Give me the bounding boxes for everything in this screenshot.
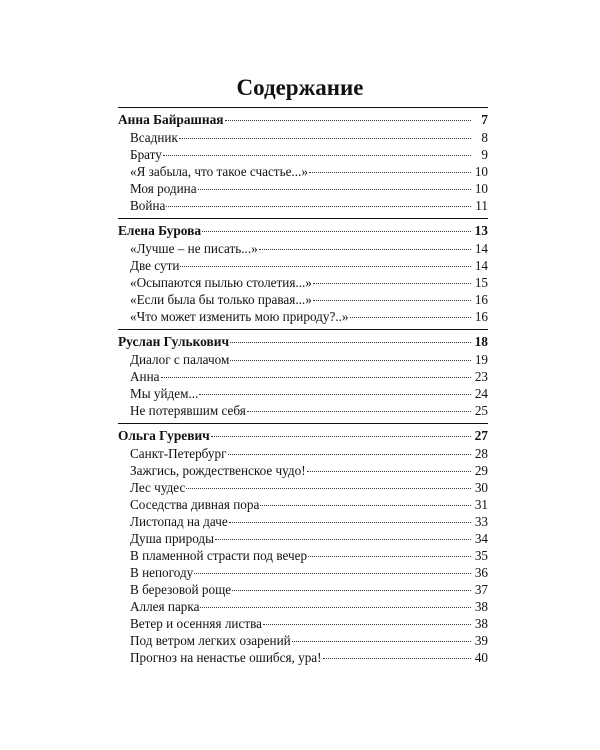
toc-entry-row-page-number: 35 — [474, 548, 488, 563]
toc-entry-row-title: Моя родина — [130, 181, 197, 196]
toc-entry-row-page-number: 16 — [474, 292, 488, 307]
toc-entry-row[interactable] — [118, 479, 488, 496]
table-of-contents — [118, 107, 488, 670]
toc-entry-row-title: Санкт-Петербург — [130, 446, 227, 461]
toc-section — [118, 423, 488, 670]
toc-author-row[interactable] — [118, 427, 488, 445]
toc-author-row-page-number: 13 — [474, 223, 488, 238]
toc-entry-row[interactable] — [118, 615, 488, 632]
toc-entry-row[interactable] — [118, 180, 488, 197]
dot-leader — [263, 624, 471, 625]
toc-entry-row-title: Прогноз на ненастье ошибся, ура! — [130, 650, 322, 665]
toc-author-row-title: Елена Бурова — [118, 223, 202, 238]
toc-entry-row[interactable] — [118, 513, 488, 530]
toc-entry-row-page-number: 23 — [474, 369, 488, 384]
toc-entry-row-title: Брату — [130, 147, 162, 162]
toc-author-row[interactable] — [118, 222, 488, 240]
dot-leader — [307, 471, 471, 472]
toc-author-row-page-number: 27 — [474, 428, 488, 443]
dot-leader — [229, 522, 471, 523]
dot-leader — [215, 539, 471, 540]
toc-author-row[interactable] — [118, 111, 488, 129]
toc-author-row-title: Ольга Гуревич — [118, 428, 210, 443]
toc-entry-row-page-number: 38 — [474, 599, 488, 614]
toc-entry-row-page-number: 31 — [474, 497, 488, 512]
toc-entry-row-page-number: 10 — [474, 164, 488, 179]
dot-leader — [230, 342, 471, 343]
toc-entry-row-page-number: 33 — [474, 514, 488, 529]
toc-entry-row[interactable] — [118, 547, 488, 564]
toc-section — [118, 107, 488, 218]
toc-entry-row-page-number: 10 — [474, 181, 488, 196]
toc-entry-row[interactable] — [118, 649, 488, 666]
toc-entry-row[interactable] — [118, 496, 488, 513]
toc-author-row-title: Руслан Гулькович — [118, 334, 230, 349]
dot-leader — [232, 590, 471, 591]
toc-entry-row[interactable] — [118, 240, 488, 257]
dot-leader — [211, 436, 471, 437]
toc-entry-row[interactable] — [118, 445, 488, 462]
toc-author-row-page-number: 7 — [481, 112, 488, 127]
toc-entry-row-title: Всадник — [130, 130, 178, 145]
dot-leader — [200, 607, 471, 608]
toc-entry-row-title: Две сути — [130, 258, 180, 273]
toc-entry-row[interactable] — [118, 385, 488, 402]
page-title: Содержание — [236, 75, 364, 100]
toc-entry-row[interactable] — [118, 368, 488, 385]
toc-entry-row-page-number: 16 — [474, 309, 488, 324]
toc-entry-row[interactable] — [118, 146, 488, 163]
toc-author-row-title: Анна Байрашная — [118, 112, 224, 127]
toc-entry-row[interactable] — [118, 632, 488, 649]
dot-leader — [308, 556, 471, 557]
toc-entry-row-page-number: 19 — [474, 352, 488, 367]
toc-entry-row-title: Не потерявшим себя — [130, 403, 246, 418]
toc-entry-row-title: «Осыпаются пылью столетия...» — [130, 275, 312, 290]
toc-entry-row[interactable] — [118, 129, 488, 146]
toc-entry-row-page-number: 14 — [474, 258, 488, 273]
toc-entry-row-page-number: 14 — [474, 241, 488, 256]
toc-entry-row[interactable] — [118, 197, 488, 214]
dot-leader — [225, 120, 471, 121]
dot-leader — [247, 411, 471, 412]
toc-author-row-page-number: 18 — [474, 334, 488, 349]
toc-entry-row-page-number: 25 — [474, 403, 488, 418]
toc-entry-row-title: Аллея парка — [130, 599, 200, 614]
toc-entry-row-title: В березовой роще — [130, 582, 232, 597]
toc-entry-row[interactable] — [118, 163, 488, 180]
toc-entry-row-title: Ветер и осенняя листва — [130, 616, 263, 631]
dot-leader — [198, 189, 471, 190]
toc-entry-row[interactable] — [118, 402, 488, 419]
toc-entry-row[interactable] — [118, 257, 488, 274]
toc-entry-row-title: «Если была бы только правая...» — [130, 292, 312, 307]
toc-entry-row[interactable] — [118, 530, 488, 547]
dot-leader — [350, 317, 471, 318]
dot-leader — [179, 138, 471, 139]
dot-leader — [194, 573, 471, 574]
toc-entry-row[interactable] — [118, 308, 488, 325]
toc-entry-row-title: «Лучше – не писать...» — [130, 241, 258, 256]
toc-entry-row-title: Душа природы — [130, 531, 214, 546]
toc-section — [118, 218, 488, 329]
toc-entry-row[interactable] — [118, 564, 488, 581]
toc-author-row[interactable] — [118, 333, 488, 351]
toc-entry-row-title: Мы уйдем... — [130, 386, 199, 401]
toc-entry-row-page-number: 34 — [474, 531, 488, 546]
toc-entry-row[interactable] — [118, 598, 488, 615]
dot-leader — [309, 172, 471, 173]
toc-entry-row-page-number: 24 — [474, 386, 488, 401]
toc-entry-row-title: Соседства дивная пора — [130, 497, 260, 512]
toc-entry-row-page-number: 36 — [474, 565, 488, 580]
dot-leader — [166, 206, 471, 207]
dot-leader — [230, 360, 471, 361]
toc-entry-row-title: Зажгись, рождественское чудо! — [130, 463, 306, 478]
toc-entry-row[interactable] — [118, 274, 488, 291]
toc-entry-row[interactable] — [118, 291, 488, 308]
toc-entry-row-page-number: 11 — [475, 198, 488, 213]
toc-entry-row-title: В непогоду — [130, 565, 194, 580]
toc-entry-row-page-number: 8 — [481, 130, 488, 145]
toc-entry-row-page-number: 37 — [474, 582, 488, 597]
toc-section — [118, 329, 488, 423]
toc-entry-row[interactable] — [118, 581, 488, 598]
toc-entry-row-page-number: 9 — [481, 147, 488, 162]
toc-entry-row-page-number: 29 — [474, 463, 488, 478]
toc-entry-row-title: Анна — [130, 369, 160, 384]
dot-leader — [313, 283, 471, 284]
dot-leader — [313, 300, 471, 301]
dot-leader — [199, 394, 471, 395]
toc-entry-row-page-number: 38 — [474, 616, 488, 631]
toc-entry-row[interactable] — [118, 351, 488, 368]
dot-leader — [202, 231, 471, 232]
dot-leader — [228, 454, 472, 455]
dot-leader — [163, 155, 471, 156]
toc-entry-row-title: Диалог с палачом — [130, 352, 230, 367]
toc-entry-row-page-number: 15 — [474, 275, 488, 290]
toc-entry-row-title: Война — [130, 198, 166, 213]
toc-entry-row-page-number: 39 — [474, 633, 488, 648]
dot-leader — [180, 266, 471, 267]
dot-leader — [292, 641, 471, 642]
toc-entry-row-title: В пламенной страсти под вечер — [130, 548, 308, 563]
dot-leader — [259, 249, 471, 250]
toc-entry-row-title: Листопад на даче — [130, 514, 228, 529]
dot-leader — [161, 377, 472, 378]
toc-entry-row-title: «Что может изменить мою природу?..» — [130, 309, 349, 324]
toc-entry-row[interactable] — [118, 462, 488, 479]
toc-entry-row-title: Под ветром легких озарений — [130, 633, 291, 648]
dot-leader — [260, 505, 471, 506]
toc-entry-row-page-number: 28 — [474, 446, 488, 461]
dot-leader — [323, 658, 471, 659]
toc-entry-row-page-number: 40 — [474, 650, 488, 665]
dot-leader — [186, 488, 471, 489]
toc-entry-row-page-number: 30 — [474, 480, 488, 495]
toc-entry-row-title: Лес чудес — [130, 480, 186, 495]
toc-entry-row-title: «Я забыла, что такое счастье...» — [130, 164, 308, 179]
